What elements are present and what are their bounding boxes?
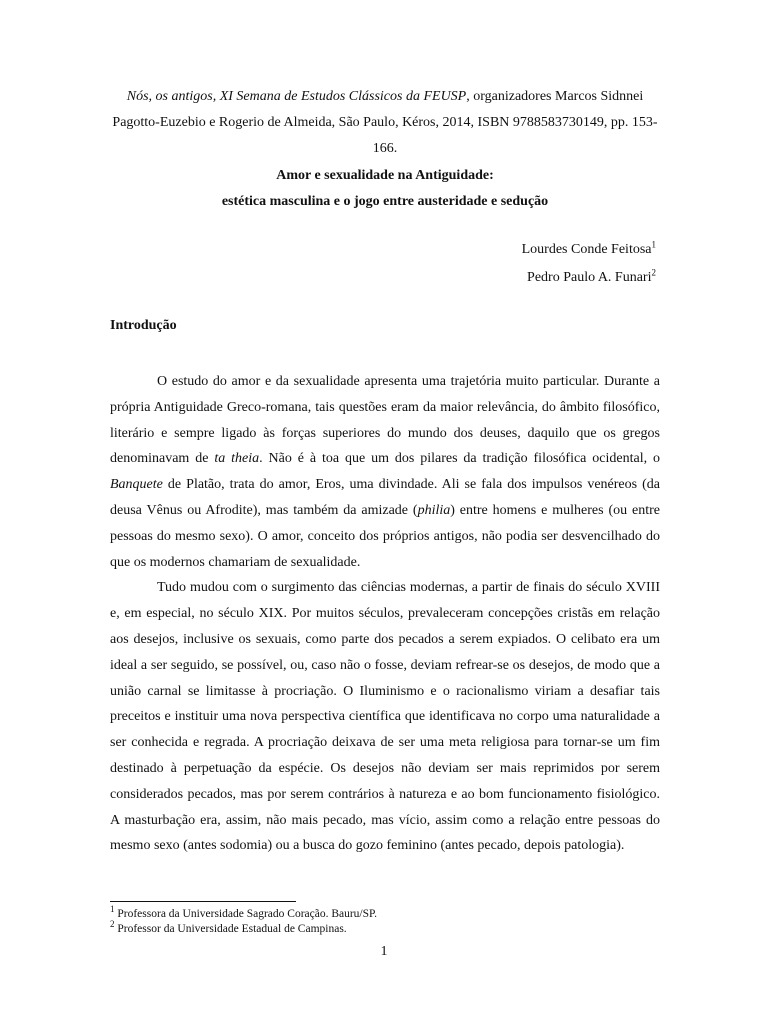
author-2-name: Pedro Paulo A. Funari <box>527 270 652 285</box>
body-text <box>110 369 660 859</box>
footnote-separator <box>110 901 296 902</box>
paragraph-2: Tudo mudou com o surgimento das ciências modernas, a partir de finais do século XVIII e, em especial, no século XIX. Por muitos séculos, prevaleceram concepções cristãs em relação aos desejos, inclusive os sexuais, como parte dos pecados a serem expiados. O celibato era um ideal a ser seguido, se possível, ou, caso não o fosse, deviam refrear-se os desejos, de modo que a união carnal se limitasse à procriação. O Iluminismo e o racionalismo viriam a desafiar tais preceitos e instituir uma nova perspectiva científica que identificava no corpo uma naturalidade a ser conhecida e regrada. A procriação deixava de ser uma meta religiosa para tornar-se um fim destinado à perpetuação da espécie. Os desejos não deviam ser mais reprimidos por serem considerados pecados, mas por serem contrários à natureza e ao bom funcionamento fisiológico. A masturbação era, assim, não mais pecado, mas vício, assim como a relação entre pessoas do mesmo sexo (antes sodomia) ou a busca do gozo feminino (antes pecado, depois patologia). <box>110 580 660 854</box>
author-1-footnote-mark[interactable]: 1 <box>651 239 656 250</box>
footnote-1-text: Professora da Universidade Sagrado Coração. Bauru/SP. <box>114 908 378 920</box>
paragraph-1-text-d: ) entre homens e mulheres (ou entre pessoas do mesmo sexo). O amor, conceito dos próprios antigos, não podia ser desvencilhado do que os modernos chamariam de sexualidade. <box>110 502 660 570</box>
footnote-2-mark: 2 <box>110 919 115 930</box>
author-1-name: Lourdes Conde Feitosa <box>521 242 652 257</box>
author-2 <box>527 268 656 288</box>
footnote-1-mark: 1 <box>110 904 115 915</box>
author-2-footnote-mark[interactable]: 2 <box>651 267 656 278</box>
author-1 <box>522 240 656 260</box>
footnote-1 <box>110 904 378 922</box>
paragraph-1 <box>110 369 660 575</box>
italic-term: philia <box>417 502 451 518</box>
footnote-2-text: Professor da Universidade Estadual de Campinas. <box>114 923 347 935</box>
paragraph-1-text-c: de Platão, trata do amor, Eros, uma divindade. Ali se fala dos impulsos venéreos (da deusa Vênus ou Afrodite), mas também da amizade ( <box>110 477 660 518</box>
italic-term: Banquete <box>110 477 163 493</box>
book-title: Nós, os antigos, XI Semana de Estudos Clássicos da FEUSP <box>126 89 467 104</box>
article-title-line-1: Amor e sexualidade na Antiguidade: <box>276 168 494 183</box>
italic-term: ta theia <box>214 451 260 467</box>
bibliographic-citation <box>110 84 660 162</box>
article-title-line-2: estética masculina e o jogo entre austeridade e sedução <box>221 194 549 209</box>
citation-details: , organizadores Marcos Sidnnei Pagotto-Euzebio e Rogerio de Almeida, São Paulo, Kéros, 2014, ISBN 9788583730149, pp. 153-166. <box>112 89 658 156</box>
page-number: 1 <box>380 944 388 959</box>
paragraph-1-text-b: . Não é à toa que um dos pilares da tradição filosófica ocidental, o <box>259 451 660 467</box>
footnote-2 <box>110 919 347 937</box>
paragraph-1-text-a: O estudo do amor e da sexualidade apresenta uma trajetória muito particular. Durante a própria Antiguidade Greco-romana, tais questões eram da maior relevância, do âmbito filosófico, literário e sempre ligado às forças superiores do mundo dos deuses, daquilo que os gregos denominavam de <box>110 374 660 467</box>
section-heading: Introdução <box>110 318 177 333</box>
